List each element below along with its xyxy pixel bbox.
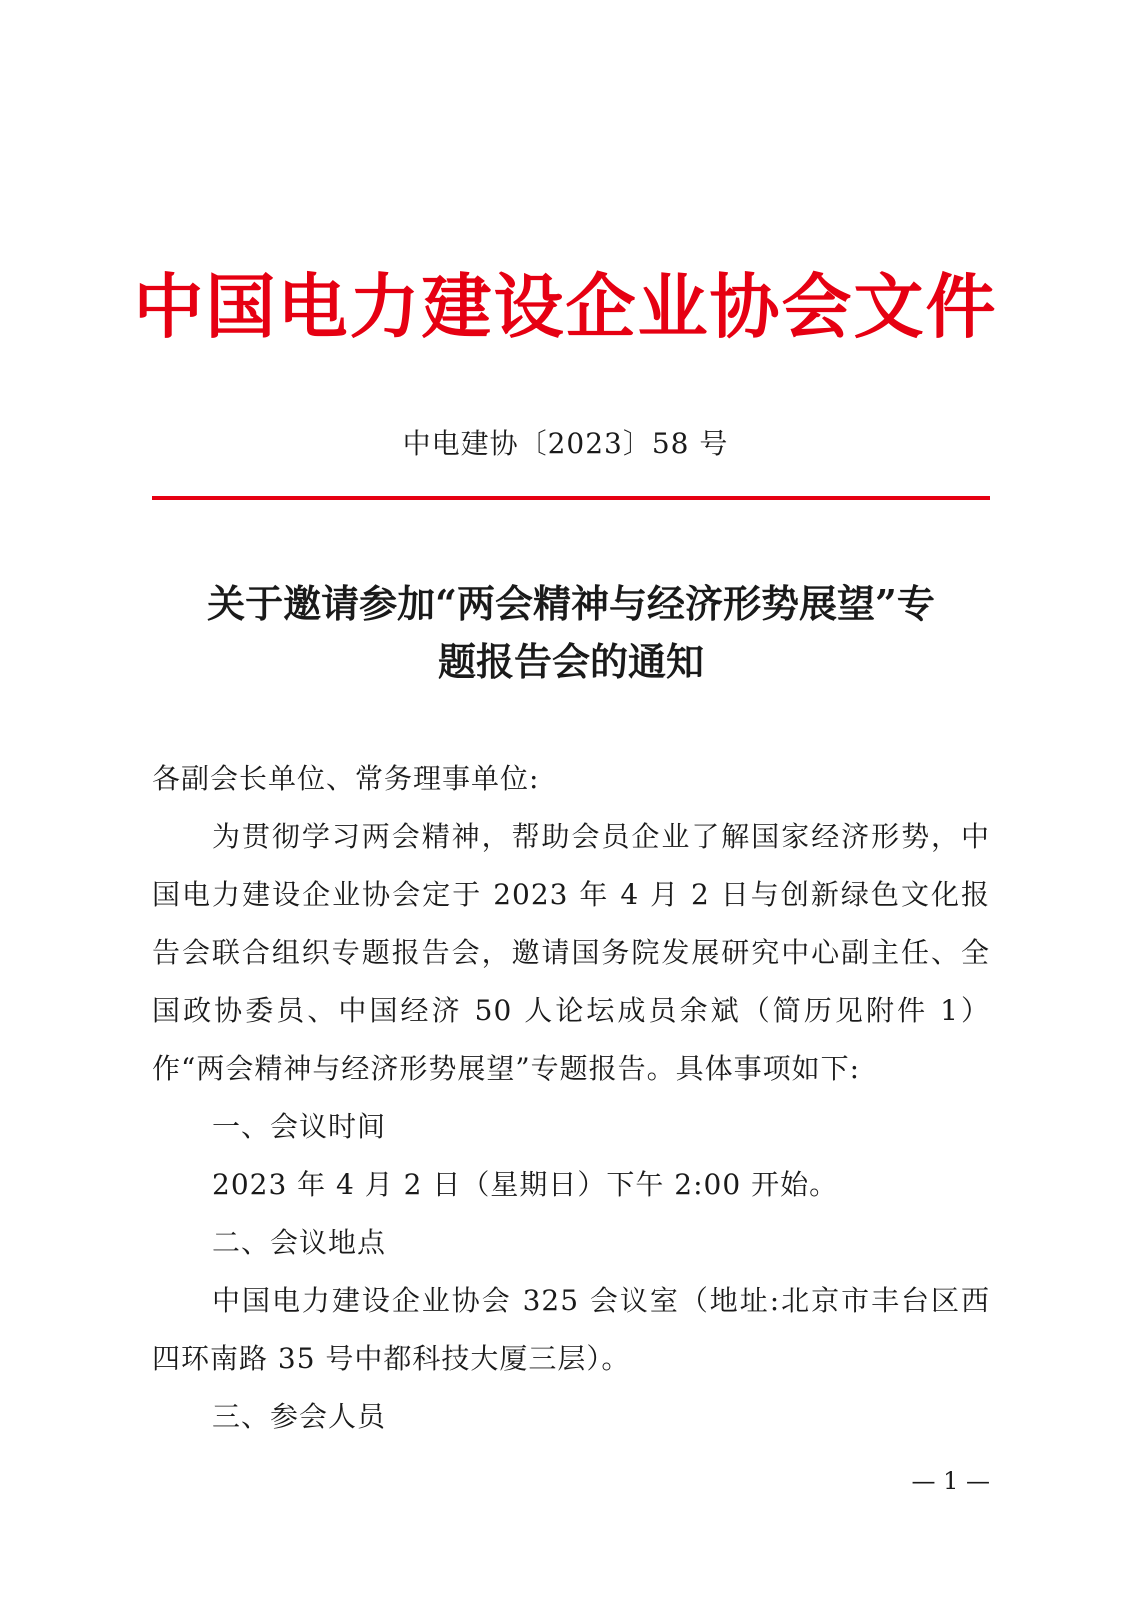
intro-paragraph: 为贯彻学习两会精神，帮助会员企业了解国家经济形势，中国电力建设企业协会定于 2023 年 4 月 2 日与创新绿色文化报告会联合组织专题报告会，邀请国务院发展研究中心副主任、全国政协委员、中国经济 50 人论坛成员余斌（简历见附件 1）作“两会精神与经济形势展望”专题报告。具体事项如下: xyxy=(152,820,990,1085)
notice-title-line-2: 题报告会的通知 xyxy=(437,639,704,684)
org-header-title: 中国电力建设企业协会文件 xyxy=(133,265,998,348)
section-heading-meeting-time: 一、会议时间 xyxy=(212,1110,387,1143)
page-number: — 1 — xyxy=(911,1467,990,1495)
notice-body xyxy=(152,750,990,1446)
notice-title xyxy=(152,575,990,691)
notice-title-line-1: 关于邀请参加“两会精神与经济形势展望”专 xyxy=(207,581,935,626)
salutation: 各副会长单位、常务理事单位: xyxy=(152,762,540,795)
red-divider-line xyxy=(152,496,990,500)
section-heading-attendees: 三、参会人员 xyxy=(212,1400,387,1433)
meeting-time-text: 2023 年 4 月 2 日（星期日）下午 2:00 开始。 xyxy=(212,1168,839,1201)
section-heading-meeting-location: 二、会议地点 xyxy=(212,1226,387,1259)
document-number: 中电建协〔2023〕58 号 xyxy=(402,427,729,460)
meeting-location-text: 中国电力建设企业协会 325 会议室（地址:北京市丰台区西四环南路 35 号中都科技大厦三层）。 xyxy=(152,1284,990,1375)
